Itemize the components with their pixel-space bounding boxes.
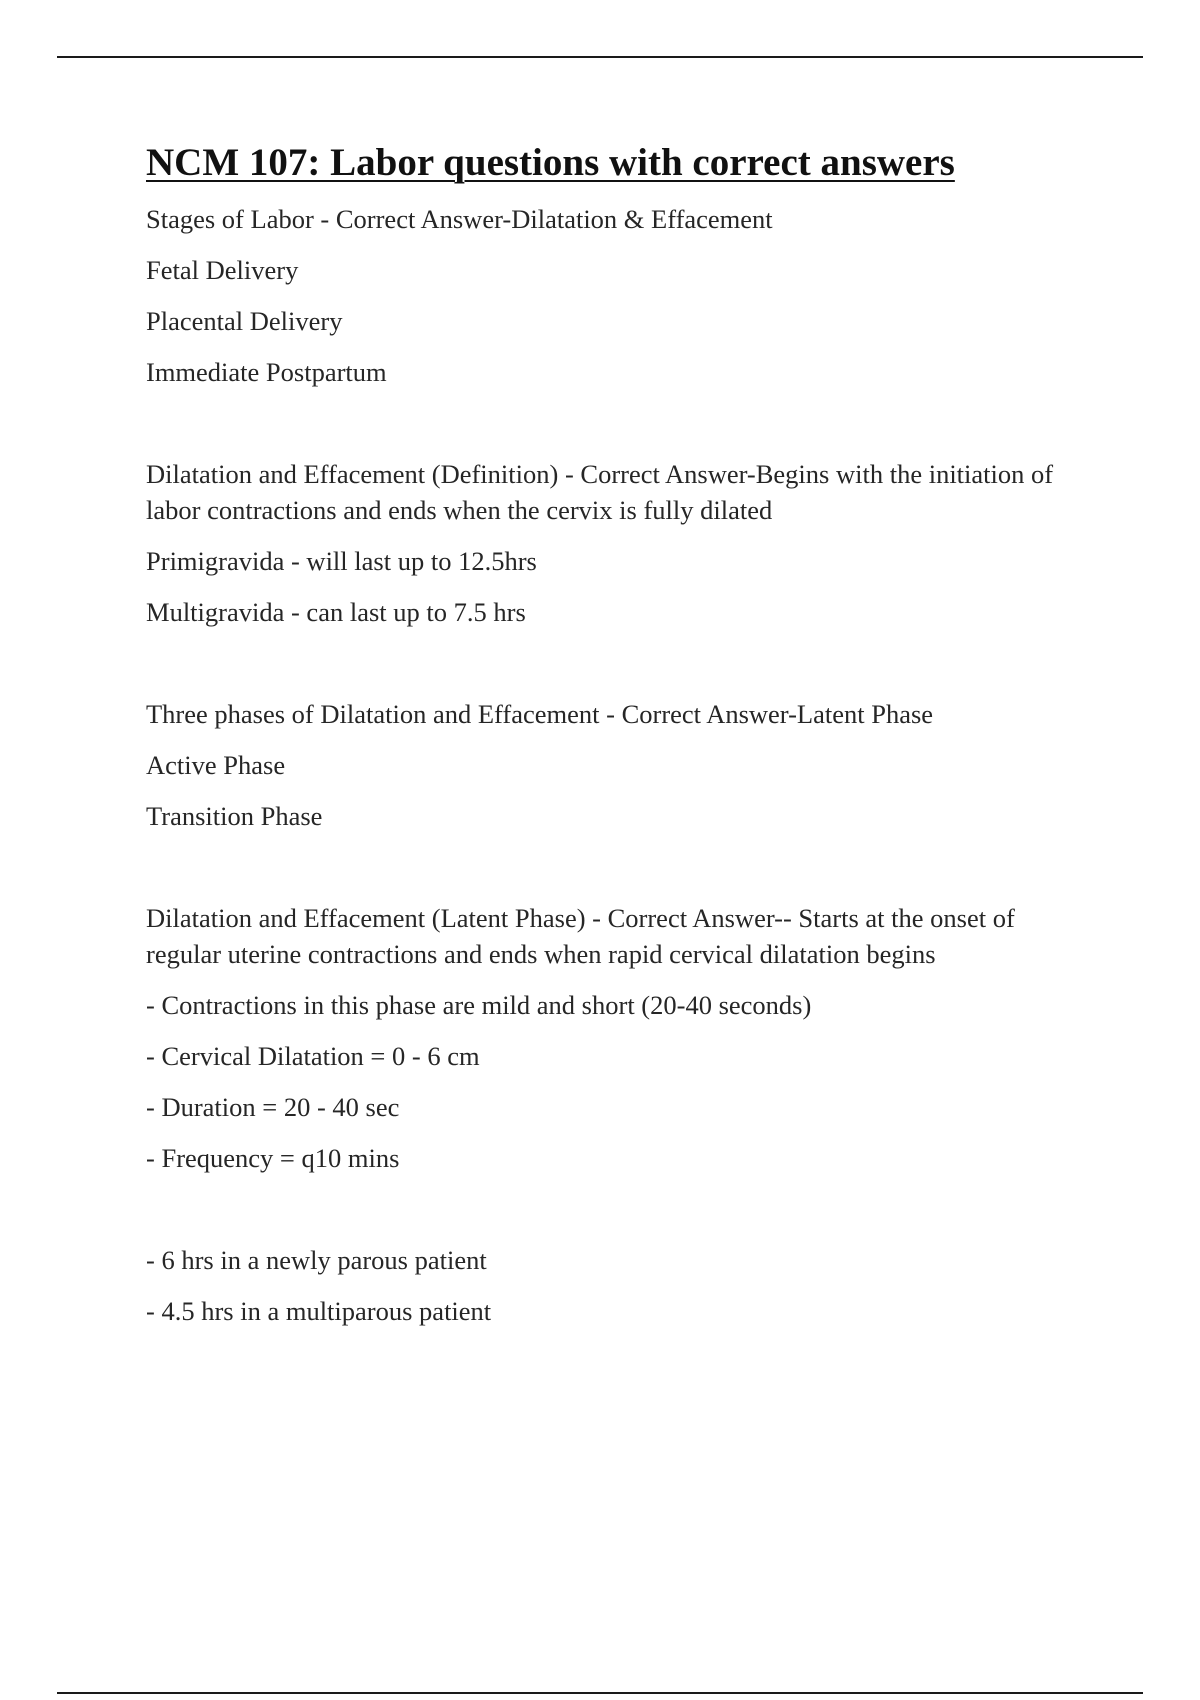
- qa-line: - Cervical Dilatation = 0 - 6 cm: [146, 1040, 480, 1071]
- section-spacer: [146, 645, 1096, 696]
- qa-line: - Frequency = q10 mins: [146, 1142, 400, 1173]
- document-body: [146, 140, 1096, 1344]
- section-latent-duration: [146, 1242, 1096, 1329]
- footer-rule: [57, 1692, 1143, 1694]
- qa-line: - Contractions in this phase are mild and short (20-40 seconds): [146, 989, 812, 1020]
- section-latent-phase: [146, 900, 1096, 1176]
- qa-line: Immediate Postpartum: [146, 356, 387, 387]
- qa-line: Multigravida - can last up to 7.5 hrs: [146, 596, 526, 627]
- qa-line: Primigravida - will last up to 12.5hrs: [146, 545, 537, 576]
- document-title: NCM 107: Labor questions with correct answers: [146, 141, 955, 184]
- section-three-phases: [146, 696, 1096, 834]
- qa-line: Three phases of Dilatation and Effacement - Correct Answer-Latent Phase: [146, 698, 934, 729]
- section-spacer: [146, 849, 1096, 900]
- qa-line: - 4.5 hrs in a multiparous patient: [146, 1295, 492, 1326]
- qa-line: Stages of Labor - Correct Answer-Dilatation & Effacement: [146, 203, 773, 234]
- qa-line: Active Phase: [146, 749, 286, 780]
- section-stages-of-labor: [146, 201, 1096, 390]
- qa-line: Transition Phase: [146, 800, 323, 831]
- section-spacer: [146, 1191, 1096, 1242]
- qa-line: Fetal Delivery: [146, 254, 299, 285]
- section-dilatation-definition: [146, 456, 1096, 630]
- qa-line: Dilatation and Effacement (Definition) - Correct Answer-Begins with the initiation of labor contractions and ends when the cervix is fully dilated: [146, 458, 1054, 525]
- qa-line: Dilatation and Effacement (Latent Phase) - Correct Answer-- Starts at the onset of regular uterine contractions and ends when rapid cervical dilatation begins: [146, 902, 1015, 969]
- qa-line: Placental Delivery: [146, 305, 343, 336]
- section-spacer: [146, 405, 1096, 456]
- qa-line: - 6 hrs in a newly parous patient: [146, 1244, 487, 1275]
- header-rule: [57, 56, 1143, 58]
- qa-line: - Duration = 20 - 40 sec: [146, 1091, 400, 1122]
